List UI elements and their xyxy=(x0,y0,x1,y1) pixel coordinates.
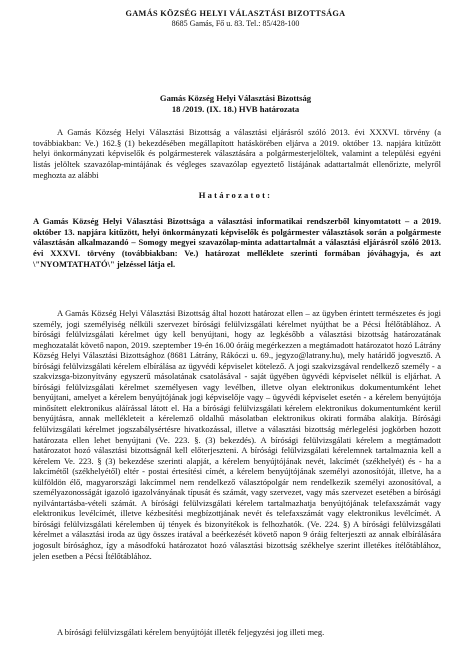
intro-paragraph: A Gamás Község Helyi Választási Bizottság a választási eljárásról szóló 2013. évi XXXVI. törvény (a továbbiakban: Ve.) 162.§ (1) bekezdésében megállapított hatáskörében eljárva a 2019. október 13. napjára kitűzött helyi önkormányzati képviselők és polgármesterek választására a polgármesterjelöltek, valamint a települési egyéni listás jelöltek szavazólap-mintájának és végleges szavazólap egyeztető listájának adattartalmát ellenőrizte, melyről meghozta az alábbi xyxy=(33,127,441,180)
decision-paragraph: A Gamás Község Helyi Választási Bizottsága a választási informatikai rendszerből kinyomtatott – a 2019. október 13. napjára kitűzött, helyi önkormányzati képviselők és polgármester választások során a polgármeste választásán alkalmazandó – Somogy megyei szavazólap-minta adattartalmát a választási eljárásról szóló 2013. évi XXXVI. törvény (továbbiakban: Ve.) határozat melléklete szerinti formában jóváhagyja, és azt \"NYOMTATHATÓ\" jelzéssel látja el. xyxy=(33,216,441,269)
document-title xyxy=(0,93,471,114)
committee-address: 8685 Gamás, Fő u. 83. Tel.: 85/428-100 xyxy=(171,19,300,28)
title-line-1: Gamás Község Helyi Választási Bizottság xyxy=(159,93,312,103)
remedy-paragraph: A Gamás Község Helyi Választási Bizottság által hozott határozat ellen – az ügyben érintett természetes és jogi személy, jogi személyiség nélküli szervezet bírósági felülvizsgálati kérelmet nyújthat be a Pécsi Ítélőtáblához. A bírósági felülvizsgálati kérelmet úgy kell benyújtani, hogy az legkésőbb a választási bizottság határozatának meghozatalát követő napon, 2019. szeptember 19-én 16.00 óráig megérkezzen a megtámadott határozatot hozó Látrány Község Helyi Választási Bizottsághoz (8681 Látrány, Rákóczi u. 69., jegyzo@latrany.hu), mely határidő jogvesztő. A bírósági felülvizsgálati kérelem elbírálása az ügyvédi képviselet kötelező. A jogi szakvizsgával rendelkező személy - a szakvizsga-bizonyítvány egyszerű másolatának csatolásával - saját ügyében ügyvédi képviselet nélkül is eljárhat. A bírósági felülvizsgálati kérelmet személyesen vagy levélben, illetve olyan elektronikus dokumentumként lehet benyújtani, amelyet a kérelem benyújtójának jogi képviselője vagy – ügyvédi képviselet esetén - a kérelem benyújtója minősített elektronikus aláírással látott el. Ha a bírósági felülvizsgálati kérelem elektronikus dokumentumként kerül benyújtásra, annak mellékleteit a kérelemző oldalhű másolatban elektronikus okirati formába alakítja. Bírósági felülvizsgálati kérelmet jogszabálysértésre hivatkozással, illetve a választási bizottság mérlegelési jogkörben hozott határozata ellen lehet benyújtani (Ve. 223. §. (3) bekezdés). A bírósági felülvizsgálati kérelem a megtámadott határozatot hozó választási bizottságnál kell előterjeszteni. A bírósági felülvizsgálati kérelemnek tartalmaznia kell a kérelem Ve. 223. § (3) bekezdése szerinti alapját, a kérelem benyújtójának nevét, lakcímét (székhelyét) és - ha a lakcímétől (székhelyétől) eltér - postai értesítési címét, a kérelem benyújtójának személyi azonosítóját, illetve, ha a külföldön élő, magyarországi lakcímmel nem rendelkező választópolgár nem rendelkezik személyi azonosítóval, a személyazonosságát igazoló igazolványának típusát és számát, vagy szervezet, vagy más szervezet esetében a bírósági nyilvántartásba-vételi számát. A bírósági felülvizsgálati kérelem tartalmazhatja benyújtójának telefaxszámát vagy elektronikus levélcímét, illetve kézbesítési megbízottjának nevét és telefaxszámát vagy elektronikus levélcímét. A bírósági felülvizsgálati kérelemben új tények és bizonyítékok is felhozhatók. (Ve. 224. §) A bírósági felülvizsgálati kérelmet a választási iroda az ügy összes iratával a beérkezését követő napon 9 óráig felterjeszti az annak elbírálására jogosult bírósághoz, így a másodfokú határozatot hozó választási bizottság székhelye szerint illetékes ítélőtáblához, jelen esetben a Pécsi Ítélőtáblához. xyxy=(33,308,441,561)
decision-heading: Határozatot: xyxy=(198,190,273,200)
title-line-2: 18 /2019. (IX. 18.) HVB határozata xyxy=(171,103,300,114)
letterhead xyxy=(0,8,471,29)
committee-name: GAMÁS KÖZSÉG HELYI VÁLASZTÁSI BIZOTTSÁGA xyxy=(125,9,346,18)
fee-paragraph: A bírósági felülvizsgálati kérelem benyújtóját illeték feljegyzési jog illeti meg. xyxy=(57,627,325,637)
